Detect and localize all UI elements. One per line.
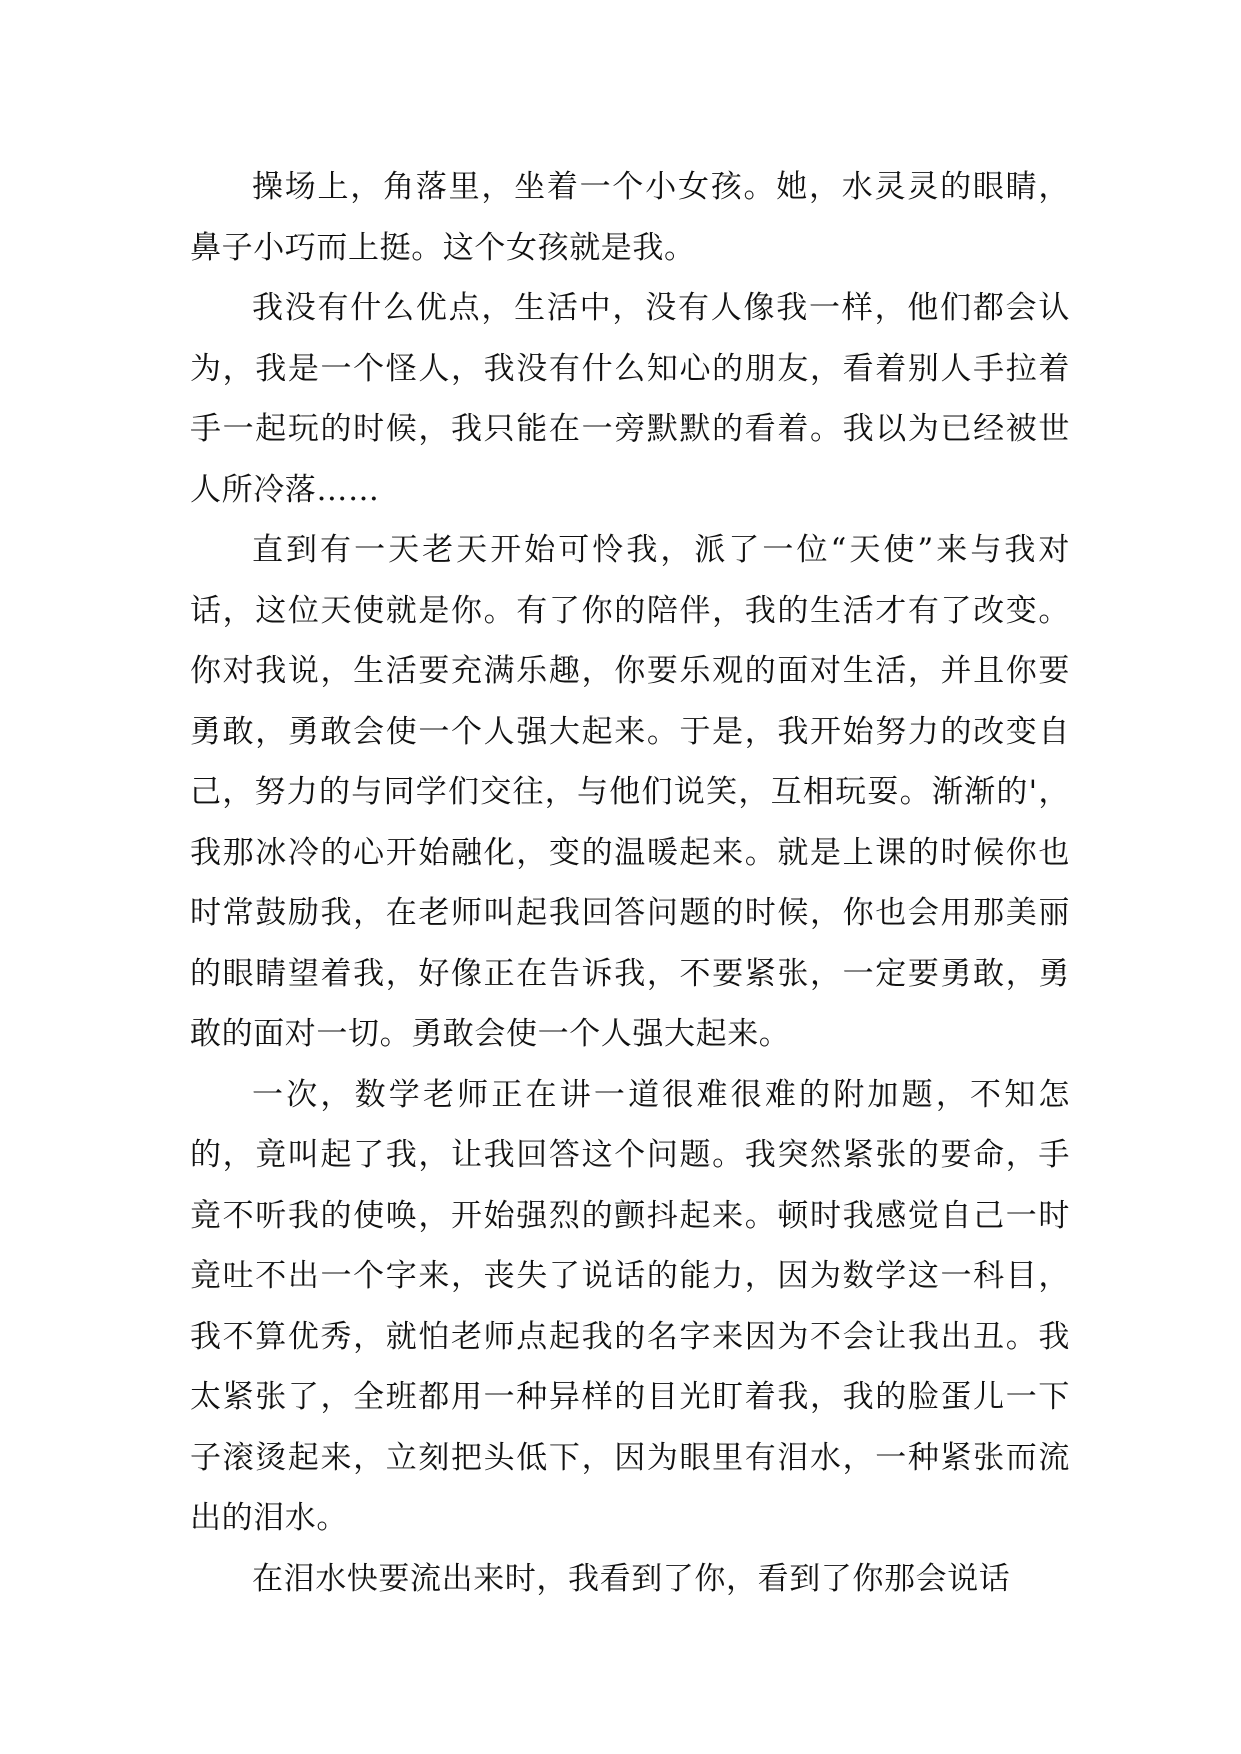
paragraph-5: 在泪水快要流出来时，我看到了你，看到了你那会说话 [252,1560,1011,1597]
paragraph-1: 操场上，角落里，坐着一个小女孩。她，水灵灵的眼睛，鼻子小巧而上挺。这个女孩就是我。 [190,169,1070,266]
paragraph-4: 一次，数学老师正在讲一道很难很难的附加题，不知怎的，竟叫起了我，让我回答这个问题。我突然紧张的要命，手竟不听我的使唤，开始强烈的颤抖起来。顿时我感觉自己一时竟吐不出一个字来，丧失了说话的能力，因为数学这一科目，我不算优秀，就怕老师点起我的名字来因为不会让我出丑。我太紧张了，全班都用一种异样的目光盯着我，我的脸蛋儿一下子滚烫起来，立刻把头低下，因为眼里有泪水，一种紧张而流出的泪水。 [190,1076,1070,1536]
essay-body [190,157,1070,1609]
paragraph-2: 我没有什么优点，生活中，没有人像我一样，他们都会认为，我是一个怪人，我没有什么知心的朋友，看着别人手拉着手一起玩的时候，我只能在一旁默默的看着。我以为已经被世人所冷落…… [190,290,1070,508]
paragraph-3: 直到有一天老天开始可怜我，派了一位“天使”来与我对话，这位天使就是你。有了你的陪伴，我的生活才有了改变。你对我说，生活要充满乐趣，你要乐观的面对生活，并且你要勇敢，勇敢会使一个人强大起来。于是，我开始努力的改变自己，努力的与同学们交往，与他们说笑，互相玩耍。渐渐的'，我那冰冷的心开始融化，变的温暖起来。就是上课的时候你也时常鼓励我，在老师叫起我回答问题的时候，你也会用那美丽的眼睛望着我，好像正在告诉我，不要紧张，一定要勇敢，勇敢的面对一切。勇敢会使一个人强大起来。 [190,532,1070,1052]
